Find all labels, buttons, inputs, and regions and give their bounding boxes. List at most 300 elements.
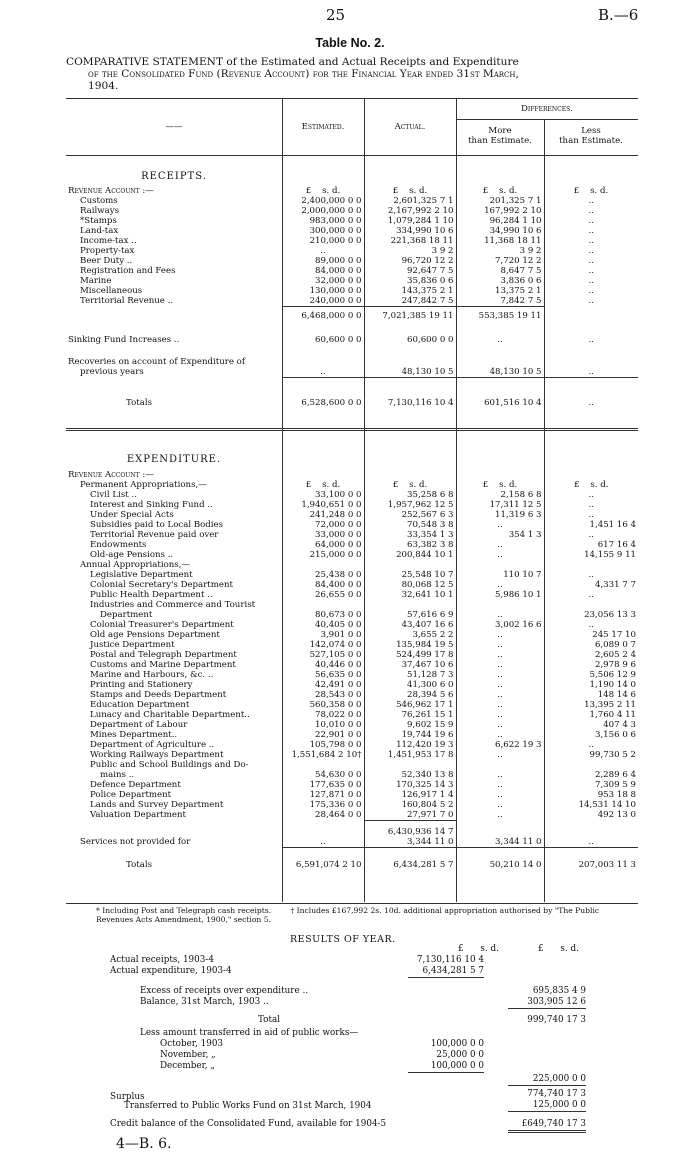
col-description-head: —— bbox=[165, 122, 183, 132]
more-than-estimate-value: .. bbox=[456, 660, 544, 670]
page-number: 25 bbox=[326, 6, 346, 24]
actual-value: 28,394 5 6 bbox=[364, 690, 456, 700]
empty-cell bbox=[456, 600, 544, 610]
actual-expenditure-label: Actual expenditure, 1903-4 bbox=[110, 966, 232, 976]
less-than-estimate-value: 1,190 14 0 bbox=[544, 680, 638, 690]
empty-cell bbox=[282, 821, 364, 838]
more-than-estimate-value: .. bbox=[456, 640, 544, 650]
estimated-value: 130,000 0 0 bbox=[282, 286, 364, 296]
less-than-estimate-value: 617 16 4 bbox=[544, 540, 638, 550]
empty-cell bbox=[456, 760, 544, 770]
row-label: Valuation Department bbox=[90, 810, 186, 820]
table-row bbox=[66, 640, 638, 650]
estimated-value: 26,655 0 0 bbox=[282, 590, 364, 600]
more-than-estimate-value: .. bbox=[456, 520, 544, 530]
actual-value: 126,917 1 4 bbox=[364, 790, 456, 800]
estimated-value: 527,105 0 0 bbox=[282, 650, 364, 660]
actual-value: 546,962 17 1 bbox=[364, 700, 456, 710]
actual-value: 37,467 10 6 bbox=[364, 660, 456, 670]
row-label: Working Railways Department bbox=[90, 750, 224, 760]
col-actual-head: Actual. bbox=[394, 122, 426, 132]
results-units-1 bbox=[458, 944, 499, 955]
table-row bbox=[66, 780, 638, 790]
row-label: Old-age Pensions .. bbox=[90, 550, 174, 560]
more-than-estimate-value: 11,319 6 3 bbox=[456, 510, 544, 520]
more-than-estimate-value: .. bbox=[456, 810, 544, 821]
recoveries-less: .. bbox=[544, 345, 638, 378]
estimated-value: 80,673 0 0 bbox=[282, 610, 364, 620]
actual-value: 1,451,953 17 8 bbox=[364, 750, 456, 760]
more-than-estimate-value: .. bbox=[456, 770, 544, 780]
expenditure-table bbox=[66, 470, 638, 870]
recoveries-row bbox=[66, 345, 638, 378]
more-than-estimate-value: 17,311 12 5 bbox=[456, 500, 544, 510]
row-label: Subsidies paid to Local Bodies bbox=[90, 520, 224, 530]
row-label: Beer Duty .. bbox=[80, 256, 133, 266]
estimated-value: 983,000 0 0 bbox=[282, 216, 364, 226]
row-label: Income-tax .. bbox=[80, 236, 137, 246]
estimated-value: 105,798 0 0 bbox=[282, 740, 364, 750]
estimated-value: 1,551,684 2 10† bbox=[282, 750, 364, 760]
actual-value: 143,375 2 1 bbox=[364, 286, 456, 296]
col-more-head bbox=[456, 126, 544, 146]
less-than-estimate-value: .. bbox=[544, 226, 638, 236]
december-label: December, „ bbox=[160, 1061, 215, 1071]
pence-sign: d. bbox=[332, 186, 341, 196]
pound-sign: £ bbox=[482, 480, 489, 490]
table-row bbox=[66, 620, 638, 630]
row-label: Under Special Acts bbox=[90, 510, 174, 520]
surplus-value: 774,740 17 3 bbox=[527, 1089, 586, 1099]
row-label: Registration and Fees bbox=[80, 266, 176, 276]
november-label: November, „ bbox=[160, 1050, 216, 1060]
unit-actual bbox=[364, 186, 456, 196]
excess-label: Excess of receipts over expenditure .. bbox=[140, 986, 309, 996]
row-label: Department bbox=[100, 610, 153, 620]
receipts-subtotal-row bbox=[66, 307, 638, 322]
table-row bbox=[66, 490, 638, 500]
table-row bbox=[66, 700, 638, 710]
estimated-value: 28,543 0 0 bbox=[282, 690, 364, 700]
empty-cell bbox=[364, 760, 456, 770]
table-row bbox=[66, 750, 638, 760]
expenditure-section-row bbox=[66, 470, 638, 480]
actual-value: 9,602 15 9 bbox=[364, 720, 456, 730]
more-than-estimate-value: .. bbox=[456, 610, 544, 620]
unit-more bbox=[456, 480, 544, 490]
shillings-sign: s. bbox=[560, 944, 568, 954]
sinking-fund-less: .. bbox=[544, 321, 638, 345]
table-row bbox=[66, 500, 638, 510]
receipts-subtotal-estimated: 6,468,000 0 0 bbox=[282, 307, 364, 322]
empty-cell bbox=[282, 560, 364, 570]
actual-value: 96,720 12 2 bbox=[364, 256, 456, 266]
balance-label: Balance, 31st March, 1903 .. bbox=[140, 997, 269, 1007]
row-label: Department of Agriculture .. bbox=[90, 740, 215, 750]
row-label: Colonial Treasurer's Department bbox=[90, 620, 234, 630]
actual-value: 252,567 6 3 bbox=[364, 510, 456, 520]
empty-cell bbox=[456, 470, 544, 480]
not-provided-less: .. bbox=[544, 837, 638, 848]
estimated-value: 175,336 0 0 bbox=[282, 800, 364, 810]
row-label: Police Department bbox=[90, 790, 172, 800]
actual-expenditure-value: 6,434,281 5 7 bbox=[408, 966, 484, 978]
october-label: October, 1903 bbox=[160, 1039, 224, 1049]
recoveries-label-line1: Recoveries on account of Expenditure of bbox=[68, 357, 246, 367]
more-than-estimate-value: .. bbox=[456, 790, 544, 800]
table-row bbox=[66, 206, 638, 216]
shillings-sign: s. bbox=[499, 186, 507, 196]
expenditure-totals-label: Totals bbox=[126, 859, 152, 870]
shillings-sign: s. bbox=[499, 480, 507, 490]
actual-receipts-label: Actual receipts, 1903-4 bbox=[110, 955, 214, 965]
estimated-value: 56,635 0 0 bbox=[282, 670, 364, 680]
less-than-estimate-value: .. bbox=[544, 570, 638, 580]
col-estimated-head: Estimated. bbox=[301, 122, 345, 132]
more-than-estimate-value: .. bbox=[456, 800, 544, 810]
shillings-sign: s. bbox=[480, 944, 488, 954]
row-label: Land-tax bbox=[80, 226, 119, 236]
estimated-value: 215,000 0 0 bbox=[282, 550, 364, 560]
less-than-estimate-value: 245 17 10 bbox=[544, 630, 638, 640]
receipts-table bbox=[66, 186, 638, 408]
actual-value: 51,128 7 3 bbox=[364, 670, 456, 680]
actual-value: 200,844 10 1 bbox=[364, 550, 456, 560]
sinking-fund-actual: 60,600 0 0 bbox=[364, 321, 456, 345]
actual-value: 80,068 12 5 bbox=[364, 580, 456, 590]
actual-receipts-value: 7,130,116 10 4 bbox=[416, 955, 484, 965]
estimated-value: 42,491 0 0 bbox=[282, 680, 364, 690]
row-label: Customs bbox=[80, 196, 118, 206]
less-than-estimate-value: 2,978 9 6 bbox=[544, 660, 638, 670]
pound-sign: £ bbox=[573, 480, 580, 490]
empty-cell bbox=[456, 821, 544, 838]
table-row bbox=[66, 296, 638, 307]
less-than-estimate-value: 2,289 6 4 bbox=[544, 770, 638, 780]
less-than-estimate-value: .. bbox=[544, 206, 638, 216]
less-than-estimate-value: .. bbox=[544, 296, 638, 307]
more-than-estimate-value: 11,368 18 11 bbox=[456, 236, 544, 246]
more-than-estimate-value: .. bbox=[456, 670, 544, 680]
table-row bbox=[66, 740, 638, 750]
heading-line-2: of the Consolidated Fund (Revenue Account) for the Financial Year ended 31st March, bbox=[88, 68, 519, 80]
estimated-value: 28,464 0 0 bbox=[282, 810, 364, 821]
actual-value: 35,836 0 6 bbox=[364, 276, 456, 286]
more-than-estimate-value: .. bbox=[456, 720, 544, 730]
shillings-sign: s. bbox=[322, 186, 330, 196]
document-reference: B.—6 bbox=[598, 6, 639, 24]
table-row bbox=[66, 256, 638, 266]
actual-value: 160,804 5 2 bbox=[364, 800, 456, 810]
credit-balance-label: Credit balance of the Consolidated Fund, available for 1904-5 bbox=[110, 1119, 387, 1129]
estimated-value: 10,010 0 0 bbox=[282, 720, 364, 730]
receipts-section-label: Revenue Account :— bbox=[68, 186, 154, 196]
actual-value: 2,167,992 2 10 bbox=[364, 206, 456, 216]
estimated-value: 2,000,000 0 0 bbox=[282, 206, 364, 216]
receipts-unit-row bbox=[66, 186, 638, 196]
row-label: Railways bbox=[80, 206, 120, 216]
estimated-value: 64,000 0 0 bbox=[282, 540, 364, 550]
less-than-estimate-value: 148 14 6 bbox=[544, 690, 638, 700]
more-than-estimate-value: 5,986 10 1 bbox=[456, 590, 544, 600]
row-label: Property-tax bbox=[80, 246, 135, 256]
estimated-value: 177,635 0 0 bbox=[282, 780, 364, 790]
expenditure-totals-less: 207,003 11 3 bbox=[544, 848, 638, 871]
less-than-estimate-value: .. bbox=[544, 530, 638, 540]
empty-cell bbox=[282, 600, 364, 610]
empty-cell bbox=[364, 560, 456, 570]
estimated-value: 22,901 0 0 bbox=[282, 730, 364, 740]
less-than-estimate-value: .. bbox=[544, 620, 638, 630]
november-value: 25,000 0 0 bbox=[436, 1050, 484, 1060]
pound-sign: £ bbox=[458, 944, 464, 954]
footnote-dagger: † Includes £167,992 2s. 10d. additional appropriation authorised by "The Public Revenues Acts Amendment, 1900," section 5. bbox=[96, 906, 600, 924]
less-than-estimate-value: .. bbox=[544, 216, 638, 226]
less-than-estimate-value: .. bbox=[544, 286, 638, 296]
estimated-value: 3,901 0 0 bbox=[282, 630, 364, 640]
not-provided-actual: 3,344 11 0 bbox=[364, 837, 456, 848]
more-than-estimate-value: .. bbox=[456, 780, 544, 790]
receipts-title: RECEIPTS. bbox=[141, 171, 207, 182]
row-label: Justice Department bbox=[90, 640, 175, 650]
estimated-value: 89,000 0 0 bbox=[282, 256, 364, 266]
pence-sign: d. bbox=[570, 944, 579, 954]
receipts-totals-less: .. bbox=[544, 378, 638, 408]
excess-value: 695,835 4 9 bbox=[532, 986, 586, 996]
more-than-estimate-value: 34,990 10 6 bbox=[456, 226, 544, 236]
less-than-estimate-value: .. bbox=[544, 276, 638, 286]
less-than-estimate-value: 2,605 2 4 bbox=[544, 650, 638, 660]
less-than-estimate-value: 492 13 0 bbox=[544, 810, 638, 821]
pound-sign: £ bbox=[305, 480, 312, 490]
estimated-value: 240,000 0 0 bbox=[282, 296, 364, 307]
estimated-value: 25,438 0 0 bbox=[282, 570, 364, 580]
more-than-estimate-value: .. bbox=[456, 700, 544, 710]
pound-sign: £ bbox=[305, 186, 312, 196]
actual-value: 221,368 18 11 bbox=[364, 236, 456, 246]
column-header-rule bbox=[66, 155, 638, 156]
expenditure-title: EXPENDITURE. bbox=[126, 454, 222, 465]
row-label: Territorial Revenue .. bbox=[80, 296, 174, 306]
receipts-totals-actual: 7,130,116 10 4 bbox=[364, 378, 456, 408]
more-than-estimate-value: 167,992 2 10 bbox=[456, 206, 544, 216]
estimated-value: 2,400,000 0 0 bbox=[282, 196, 364, 206]
estimated-value: 78,022 0 0 bbox=[282, 710, 364, 720]
credit-balance-value: £649,740 17 3 bbox=[508, 1119, 586, 1133]
expenditure-totals-more: 50,210 14 0 bbox=[456, 848, 544, 871]
row-label: Miscellaneous bbox=[80, 286, 143, 296]
actual-value: 43,407 16 6 bbox=[364, 620, 456, 630]
pound-sign: £ bbox=[538, 944, 544, 954]
shillings-sign: s. bbox=[322, 480, 330, 490]
actual-value: 32,641 10 1 bbox=[364, 590, 456, 600]
more-than-estimate-value: 8,647 7 5 bbox=[456, 266, 544, 276]
receipts-totals-label: Totals bbox=[126, 397, 152, 408]
table-row bbox=[66, 720, 638, 730]
more-than-estimate-value: 3 9 2 bbox=[456, 246, 544, 256]
recoveries-label bbox=[66, 345, 282, 378]
annual-rows-c bbox=[66, 770, 638, 821]
total-value: 999,740 17 3 bbox=[527, 1015, 586, 1025]
estimated-value: 210,000 0 0 bbox=[282, 236, 364, 246]
estimated-value: 84,400 0 0 bbox=[282, 580, 364, 590]
results-title: RESULTS OF YEAR. bbox=[290, 934, 396, 945]
estimated-value: 560,358 0 0 bbox=[282, 700, 364, 710]
pence-sign: d. bbox=[509, 480, 518, 490]
table-row bbox=[66, 810, 638, 821]
actual-value: 1,957,962 12 5 bbox=[364, 500, 456, 510]
footnote-star: * Including Post and Telegraph cash receipts. bbox=[96, 906, 272, 915]
less-than-estimate-value: .. bbox=[544, 510, 638, 520]
more-than-estimate-value: .. bbox=[456, 750, 544, 760]
less-than-estimate-value: 1,451 16 4 bbox=[544, 520, 638, 530]
shillings-sign: s. bbox=[590, 186, 598, 196]
more-than-estimate-value: .. bbox=[456, 680, 544, 690]
balance-value: 303,905 12 6 bbox=[508, 997, 586, 1009]
less-than-estimate-value: 5,506 12 9 bbox=[544, 670, 638, 680]
row-label: Old age Pensions Department bbox=[90, 630, 220, 640]
empty-cell bbox=[282, 470, 364, 480]
actual-value: 27,971 7 0 bbox=[364, 810, 456, 821]
table-row bbox=[66, 226, 638, 236]
permanent-appropriations-label: Permanent Appropriations,— bbox=[80, 480, 207, 490]
estimated-value: 1,940,651 0 0 bbox=[282, 500, 364, 510]
expenditure-totals-estimated: 6,591,074 2 10 bbox=[282, 848, 364, 871]
row-label: Printing and Stationery bbox=[90, 680, 193, 690]
actual-value: 2,601,325 7 1 bbox=[364, 196, 456, 206]
row-label: *Stamps bbox=[80, 216, 117, 226]
actual-value: 3,655 2 2 bbox=[364, 630, 456, 640]
col-less-line1: Less bbox=[581, 126, 601, 136]
less-than-estimate-value: .. bbox=[544, 266, 638, 276]
table-row bbox=[66, 690, 638, 700]
actual-value: 524,499 17 8 bbox=[364, 650, 456, 660]
footnotes bbox=[96, 906, 636, 924]
less-than-estimate-value: 953 18 8 bbox=[544, 790, 638, 800]
estimated-value: 33,100 0 0 bbox=[282, 490, 364, 500]
estimated-value: 127,871 0 0 bbox=[282, 790, 364, 800]
october-value: 100,000 0 0 bbox=[430, 1039, 484, 1049]
more-than-estimate-value: 7,842 7 5 bbox=[456, 296, 544, 307]
row-label: Postal and Telegraph Department bbox=[90, 650, 237, 660]
public-buildings-heading-row bbox=[66, 760, 638, 770]
table-row bbox=[66, 590, 638, 600]
unit-less bbox=[544, 480, 638, 490]
december-value: 100,000 0 0 bbox=[408, 1061, 484, 1073]
more-than-estimate-value: .. bbox=[456, 580, 544, 590]
actual-value: 33,354 1 3 bbox=[364, 530, 456, 540]
less-than-estimate-value: 407 4 3 bbox=[544, 720, 638, 730]
receipts-subtotal-label bbox=[66, 307, 282, 322]
empty-cell bbox=[364, 600, 456, 610]
section-divider bbox=[66, 428, 638, 431]
empty-cell bbox=[544, 760, 638, 770]
estimated-value: 54,630 0 0 bbox=[282, 770, 364, 780]
pence-sign: d. bbox=[509, 186, 518, 196]
table-title: Table No. 2. bbox=[315, 36, 385, 50]
table-row bbox=[66, 540, 638, 550]
row-label: Colonial Secretary's Department bbox=[90, 580, 233, 590]
actual-value: 57,616 6 9 bbox=[364, 610, 456, 620]
estimated-value: .. bbox=[282, 246, 364, 256]
industries-label: Industries and Commerce and Tourist bbox=[90, 600, 256, 610]
unit-estimated bbox=[282, 186, 364, 196]
col-less-line2: than Estimate. bbox=[559, 136, 623, 146]
pence-sign: d. bbox=[419, 186, 428, 196]
less-than-estimate-value: .. bbox=[544, 490, 638, 500]
more-than-estimate-value: 2,158 6 8 bbox=[456, 490, 544, 500]
table-row bbox=[66, 520, 638, 530]
sinking-fund-label: Sinking Fund Increases .. bbox=[68, 335, 180, 345]
pound-sign: £ bbox=[573, 186, 580, 196]
actual-value: 41,300 6 0 bbox=[364, 680, 456, 690]
table-row bbox=[66, 660, 638, 670]
less-than-estimate-value: 4,331 7 7 bbox=[544, 580, 638, 590]
footer-reference: 4—B. 6. bbox=[116, 1136, 172, 1152]
actual-value: 19,744 19 6 bbox=[364, 730, 456, 740]
annual-rows-a bbox=[66, 570, 638, 600]
sinking-fund-estimated: 60,600 0 0 bbox=[282, 321, 364, 345]
more-than-estimate-value: .. bbox=[456, 550, 544, 560]
row-label: Customs and Marine Department bbox=[90, 660, 236, 670]
row-label: Department of Labour bbox=[90, 720, 188, 730]
unit-less bbox=[544, 186, 638, 196]
table-row bbox=[66, 710, 638, 720]
estimated-value: 241,248 0 0 bbox=[282, 510, 364, 520]
annual-appropriations-row bbox=[66, 560, 638, 570]
table-row bbox=[66, 770, 638, 780]
not-provided-more: 3,344 11 0 bbox=[456, 837, 544, 848]
row-label: Interest and Sinking Fund .. bbox=[90, 500, 213, 510]
annual-rows-b bbox=[66, 610, 638, 760]
pence-sign: d. bbox=[600, 186, 609, 196]
less-than-estimate-value: 13,395 2 11 bbox=[544, 700, 638, 710]
empty-cell bbox=[544, 560, 638, 570]
estimated-value: 72,000 0 0 bbox=[282, 520, 364, 530]
less-than-estimate-value: .. bbox=[544, 246, 638, 256]
table-row bbox=[66, 246, 638, 256]
more-than-estimate-value: 110 10 7 bbox=[456, 570, 544, 580]
table-row bbox=[66, 196, 638, 206]
more-than-estimate-value: 96,284 1 10 bbox=[456, 216, 544, 226]
col-more-line2: than Estimate. bbox=[468, 136, 532, 146]
actual-value: 63,382 3 8 bbox=[364, 540, 456, 550]
recoveries-estimated: .. bbox=[282, 345, 364, 378]
receipts-totals-estimated: 6,528,600 0 0 bbox=[282, 378, 364, 408]
annual-appropriations-label: Annual Appropriations,— bbox=[80, 560, 191, 570]
table-row bbox=[66, 530, 638, 540]
more-than-estimate-value: 7,720 12 2 bbox=[456, 256, 544, 266]
empty-cell bbox=[544, 470, 638, 480]
table-row bbox=[66, 610, 638, 620]
receipts-subtotal-less bbox=[544, 307, 638, 322]
less-than-estimate-value: 6,089 0 7 bbox=[544, 640, 638, 650]
pound-sign: £ bbox=[482, 186, 489, 196]
actual-value: 247,842 7 5 bbox=[364, 296, 456, 307]
actual-value: 3 9 2 bbox=[364, 246, 456, 256]
expenditure-totals-actual: 6,434,281 5 7 bbox=[364, 848, 456, 871]
col-less-head bbox=[544, 126, 638, 146]
transferred-label: Transferred to Public Works Fund on 31st March, 1904 bbox=[124, 1101, 372, 1111]
more-than-estimate-value: .. bbox=[456, 690, 544, 700]
table-row bbox=[66, 580, 638, 590]
empty-cell bbox=[456, 560, 544, 570]
table-row bbox=[66, 790, 638, 800]
more-than-estimate-value: 3,836 0 6 bbox=[456, 276, 544, 286]
shillings-sign: s. bbox=[409, 186, 417, 196]
less-amount-label: Less amount transferred in aid of public works— bbox=[140, 1028, 359, 1038]
expenditure-subtotal-row bbox=[66, 821, 638, 838]
